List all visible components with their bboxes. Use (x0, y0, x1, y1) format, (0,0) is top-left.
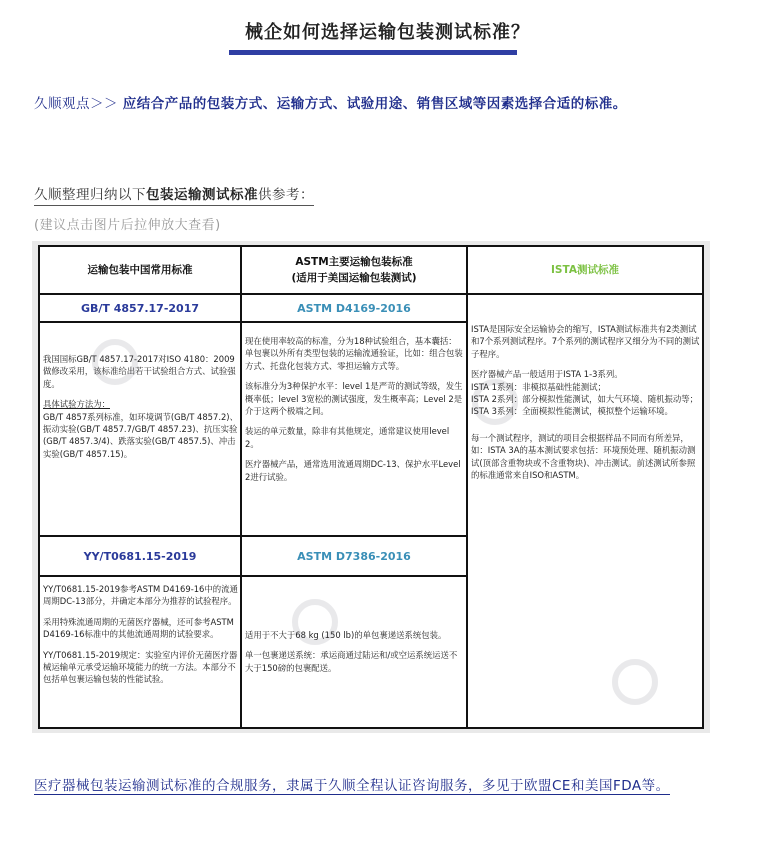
std-astm-d7386-text2: 单一包裹递送系统：承运商通过陆运和/或空运系统运送不大于150磅的包裹配送。 (245, 650, 458, 673)
watermark-logo-icon (80, 327, 150, 397)
std-astm-d7386-body (242, 577, 466, 727)
std-astm-d7386-text1: 适用于不大于68 kg (150 lb)的单包裹递送系统包装。 (245, 630, 447, 640)
std-astm-d4169-text4: 医疗器械产品，通常选用流通周期DC-13、保护水平Level 2进行试验。 (245, 459, 461, 482)
summary-line (34, 183, 314, 206)
footer-link[interactable]: 医疗器械包装运输测试标准的合规服务，隶属于久顺全程认证咨询服务，多见于欧盟CE和美国FDA等。 (34, 778, 670, 794)
std-astm-d7386: ASTM D7386-2016 (242, 537, 466, 577)
page-title: 械企如何选择运输包装测试标准？ (245, 22, 530, 43)
watermark-logo-icon (600, 647, 670, 717)
std-astm-d4169-text3: 装运的单元数量，除非有其他规定，通常建议使用level 2。 (245, 426, 450, 449)
column-astm-header-line1: ASTM主要运输包装标准 (295, 256, 413, 268)
summary-tail: 供参考： (258, 187, 314, 203)
column-astm (242, 247, 468, 727)
std-astm-d4169-text1: 现在使用率较高的标准，分为18种试验组合，基本囊括：单包裹以外所有类型包装的运输流通验证，比如：组合包装方式、托盘化包装方式、零担运输方式等。 (245, 336, 463, 371)
ista-text5: ISTA 3系列：全面模拟性能测试，模拟整个运输环境。 (471, 406, 673, 417)
std-yyt0681-text3: YY/T0681.15-2019规定：实验室内评价无菌医疗器械运输单元承受运输环境能力的统一方法。本部分不包括单包裹运输包装的性能试验。 (43, 649, 238, 685)
ista-text2: 医疗器械产品一般适用于ISTA 1-3系列。 (471, 369, 623, 380)
std-astm-d4169: ASTM D4169-2016 (242, 295, 466, 323)
std-gbt4857: GB/T 4857.17-2017 (40, 295, 240, 323)
column-china (40, 247, 242, 727)
zoom-hint: (建议点击图片后拉伸放大查看) (34, 218, 221, 233)
summary-lead: 久顺整理归纳以下 (34, 187, 146, 203)
column-ista-header: ISTA测试标准 (468, 247, 702, 295)
viewpoint-prefix: 久顺观点＞＞ (34, 96, 118, 112)
std-gbt4857-methods-title: 具体试验方法为： (43, 399, 110, 410)
std-yyt0681-text1: YY/T0681.15-2019参考ASTM D4169-16中的流通周期DC-13部分，并确定本部分为推荐的试验程序。 (43, 584, 238, 607)
standards-table-image[interactable] (32, 241, 710, 733)
standards-table (38, 245, 704, 729)
ista-text6: 每一个测试程序，测试的项目会根据样品不同而有所差异，如：ISTA 3A的基本测试要求包括：环境预处理、随机振动测试(顶部含重物块或不含重物块)、冲击测试。前述测试所参照的标准通常来自ISO和ASTM。 (471, 432, 696, 481)
watermark-logo-icon (460, 367, 530, 437)
std-yyt0681-text2: 采用特殊流通周期的无菌医疗器械，还可参考ASTM D4169-16标准中的其他流通周期的试验要求。 (43, 616, 234, 640)
watermark-logo-icon (280, 587, 350, 657)
std-yyt0681-body (40, 577, 240, 727)
std-astm-d4169-body (242, 323, 466, 537)
std-yyt0681: YY/T0681.15-2019 (40, 537, 240, 577)
ista-text3: ISTA 1系列：非模拟基础性能测试； (471, 381, 606, 392)
ista-text1: ISTA是国际安全运输协会的缩写，ISTA测试标准共有2类测试和7个系列测试程序。7个系列的测试程序又细分为不同的测试子程序。 (471, 324, 700, 359)
summary-bold: 包装运输测试标准 (146, 187, 258, 203)
ista-text4: ISTA 2系列：部分模拟性能测试，如大气环境、随机振动等； (471, 394, 698, 405)
viewpoint-text: 应结合产品的包装方式、运输方式、试验用途、销售区域等因素选择合适的标准。 (122, 96, 627, 112)
std-gbt4857-text: 我国国标GB/T 4857.17-2017对ISO 4180：2009做修改采用，该标准给出若干试验组合方式、试验强度。 (43, 354, 236, 389)
viewpoint-paragraph (34, 90, 724, 119)
std-gbt4857-methods: GB/T 4857系列标准，如环境调节(GB/T 4857.2)、振动实验(GB/T 4857.7/GB/T 4857.23)、抗压实验(GB/T 4857.3/4)、跌落实验(GB/T 4857.5)、冲击实验(GB/T 4857.15)。 (43, 411, 238, 459)
column-china-header: 运输包装中国常用标准 (40, 247, 240, 295)
title-underline (229, 50, 517, 55)
column-astm-header (242, 247, 466, 295)
std-astm-d4169-text2: 该标准分为3种保护水平：level 1是严苛的测试等级，发生概率低；level 3宽松的测试强度，发生概率高；Level 2是介于这两个极端之间。 (245, 381, 463, 417)
footer-paragraph (34, 772, 734, 801)
column-astm-header-line2: (适用于美国运输包装测试) (291, 272, 417, 284)
